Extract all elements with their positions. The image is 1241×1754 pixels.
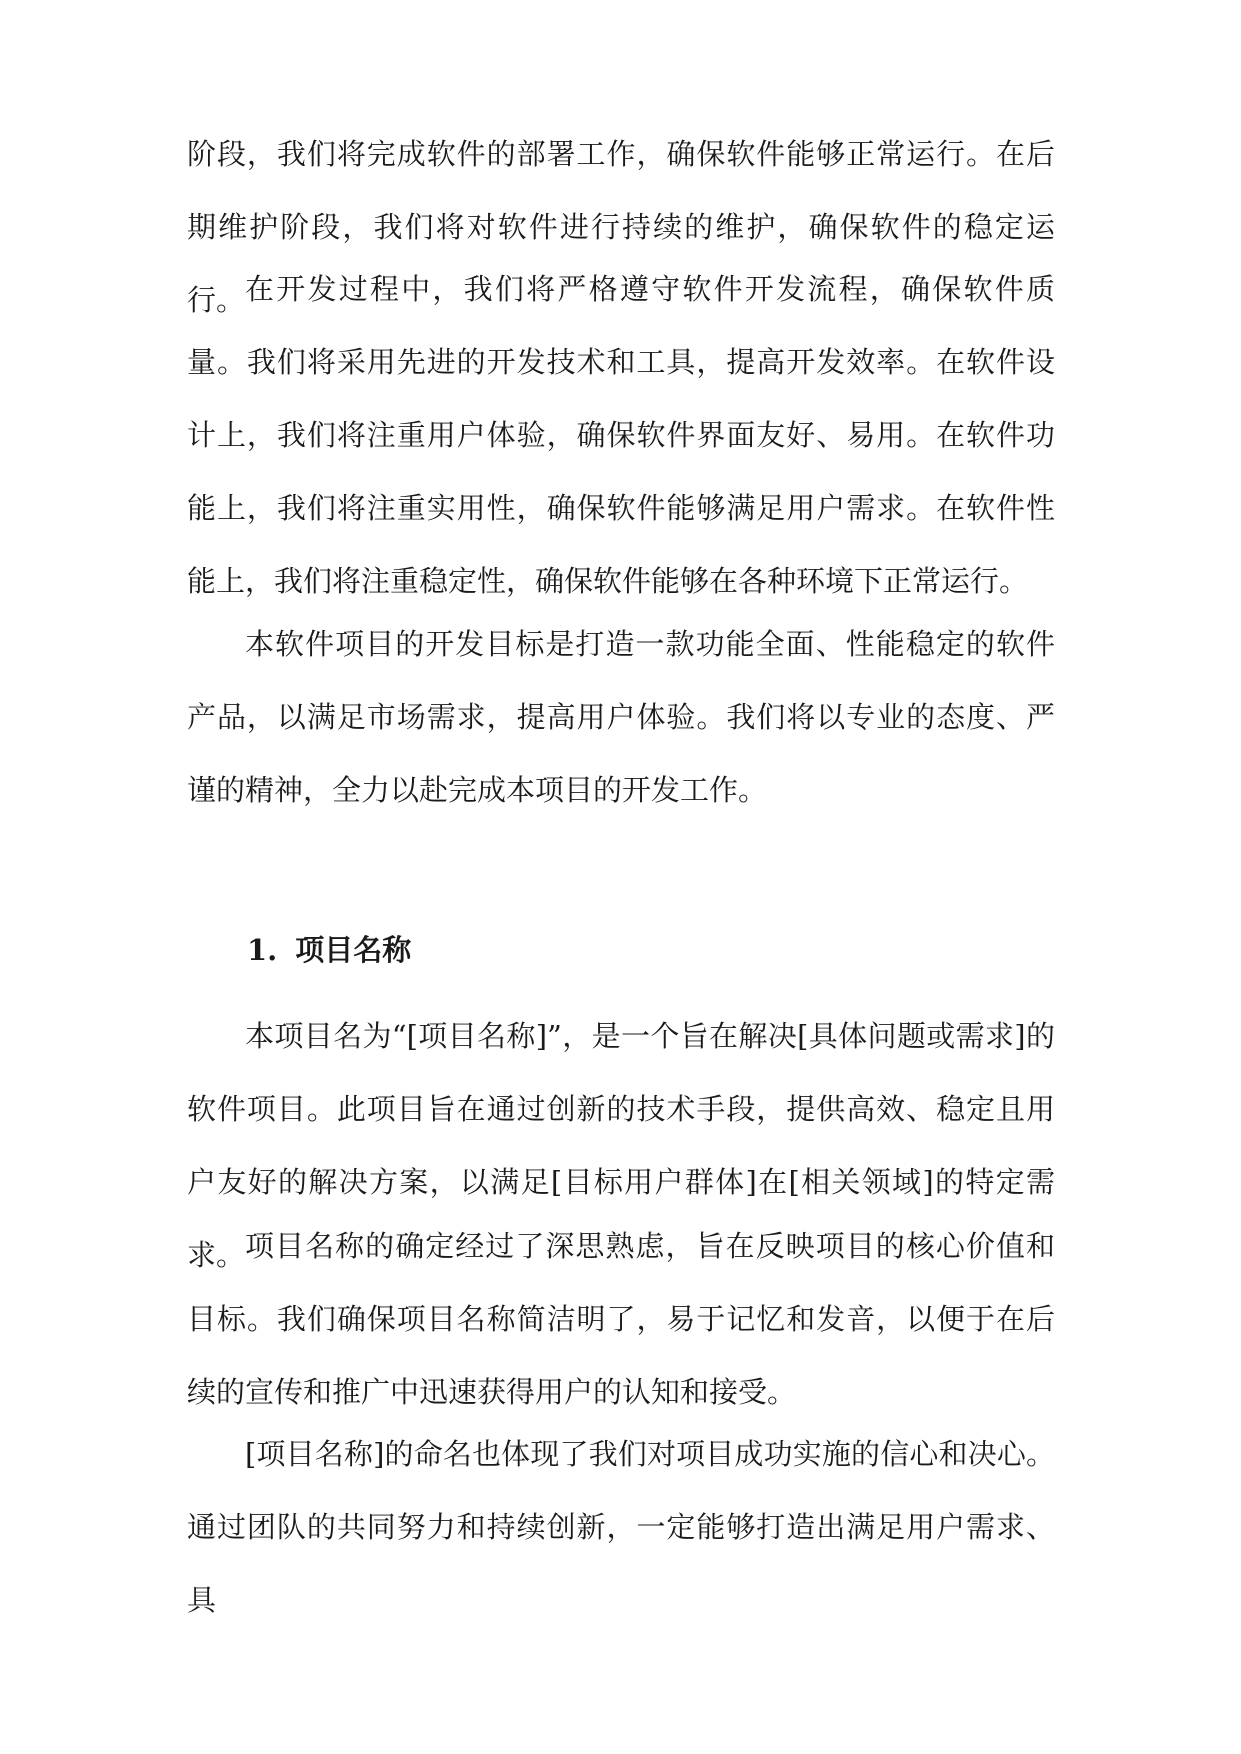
section-heading	[247, 928, 411, 969]
paragraph-3-text: 本软件项目的开发目标是打造一款功能全面、性能稳定的软件产品，以满足市场需求，提高用户体验。我们将以专业的态度、严谨的精神，全力以赴完成本项目的开发工作。	[187, 627, 1055, 807]
section-title: 项目名称	[295, 933, 412, 967]
paragraph-1-text: 阶段，我们将完成软件的部署工作，确保软件能够正常运行。在后期维护阶段，我们将对软件进行持续的维护，确保软件的稳定运行。	[187, 137, 1055, 317]
paragraph-3	[187, 608, 1055, 827]
paragraph-2-text: 在开发过程中，我们将严格遵守软件开发流程，确保软件质量。我们将采用先进的开发技术和工具，提高开发效率。在软件设计上，我们将注重用户体验，确保软件界面友好、易用。在软件功能上，我们将注重实用性，确保软件能够满足用户需求。在软件性能上，我们将注重稳定性，确保软件能够在各种环境下正常运行。	[187, 272, 1055, 598]
paragraph-6	[187, 1418, 1055, 1637]
section-number: 1.	[247, 933, 278, 967]
paragraph-2	[187, 253, 1055, 618]
paragraph-4-text: 本项目名为“[项目名称]”，是一个旨在解决[具体问题或需求]的软件项目。此项目旨在通过创新的技术手段，提供高效、稳定且用户友好的解决方案，以满足[目标用户群体]在[相关领域]的特定需求。	[187, 1019, 1055, 1272]
paragraph-6-text: [项目名称]的命名也体现了我们对项目成功实施的信心和决心。通过团队的共同努力和持续创新，一定能够打造出满足用户需求、具	[187, 1437, 1055, 1617]
paragraph-5	[187, 1210, 1055, 1429]
paragraph-5-text: 项目名称的确定经过了深思熟虑，旨在反映项目的核心价值和目标。我们确保项目名称简洁明了，易于记忆和发音，以便于在后续的宣传和推广中迅速获得用户的认知和接受。	[187, 1229, 1055, 1409]
